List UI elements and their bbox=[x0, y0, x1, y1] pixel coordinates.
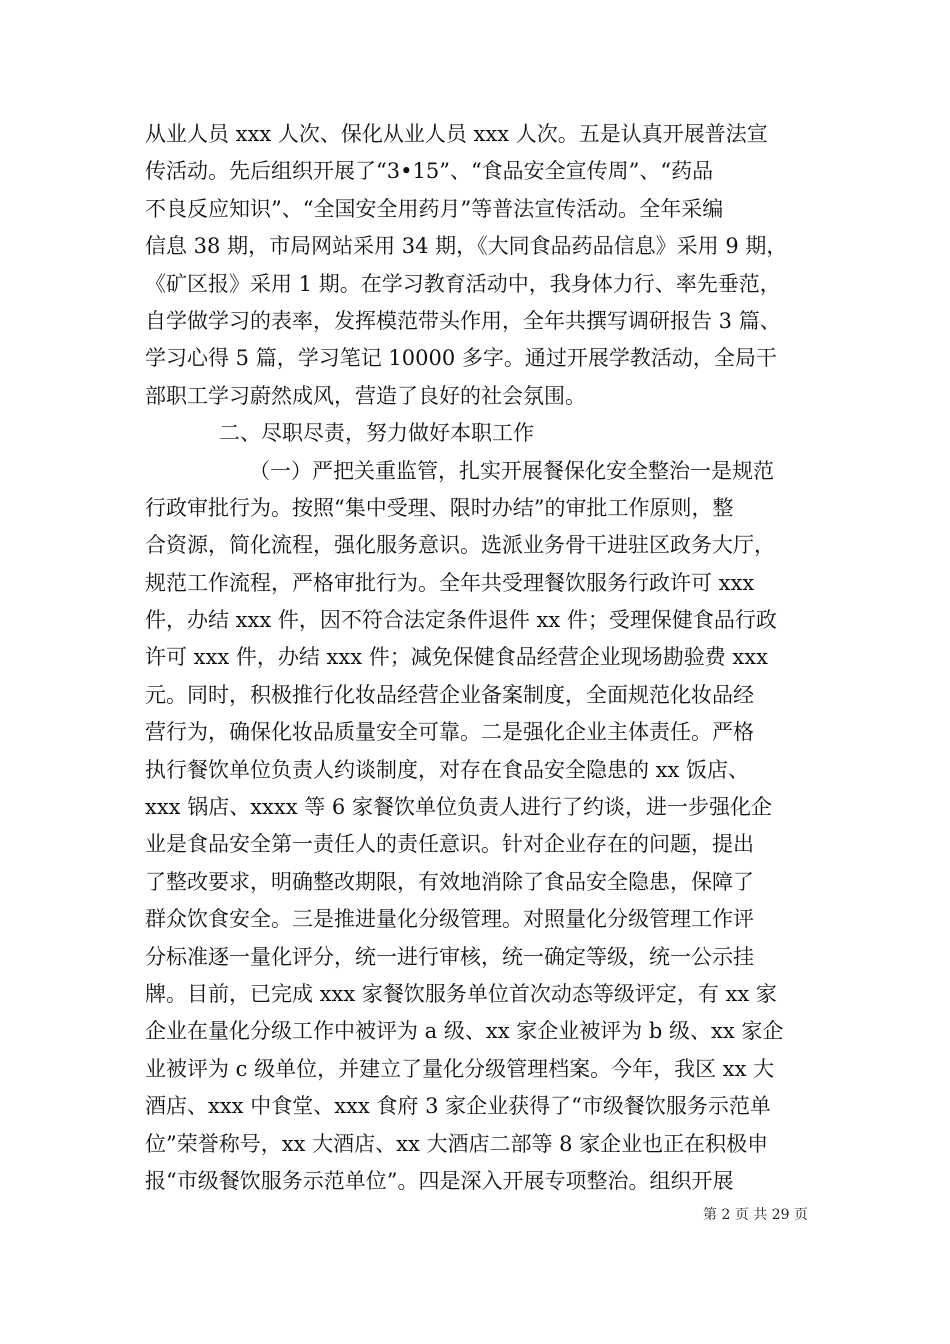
text-line: 部职工学习蔚然成风，营造了良好的社会氛围。 bbox=[145, 383, 586, 408]
subsection-heading-line: （一）严把关重监管，扎实开展餐保化安全整治一是规范 bbox=[249, 458, 774, 483]
text-line: 位”荣誉称号，xx 大酒店、xx 大酒店二部等 8 家企业也正在积极申 bbox=[145, 1131, 769, 1156]
text-line: 规范工作流程，严格审批行为。全年共受理餐饮服务行政许可 xxx bbox=[145, 570, 755, 595]
page-number-footer: 第 2 页 共 29 页 bbox=[703, 1207, 808, 1223]
text-line: 报“市级餐饮服务示范单位”。四是深入开展专项整治。组织开展 bbox=[145, 1168, 734, 1193]
text-line: 分标准逐一量化评分，统一进行审核，统一确定等级，统一公示挂 bbox=[145, 944, 754, 969]
text-line: 元。同时，积极推行化妆品经营企业备案制度，全面规范化妆品经 bbox=[145, 682, 754, 707]
text-line: 行政审批行为。按照“集中受理、限时办结”的审批工作原则，整 bbox=[145, 495, 734, 520]
document-body bbox=[145, 116, 805, 1200]
text-line: 《矿区报》采用 1 期。在学习教育活动中，我身体力行、率先垂范， bbox=[145, 271, 781, 296]
text-line: 牌。目前，已完成 xxx 家餐饮服务单位首次动态等级评定，有 xx 家 bbox=[145, 981, 777, 1006]
text-line: 营行为，确保化妆品质量安全可靠。二是强化企业主体责任。严格 bbox=[145, 720, 754, 745]
text-line: 件，办结 xxx 件，因不符合法定条件退件 xx 件；受理保健食品行政 bbox=[145, 608, 777, 633]
section-heading: 二、尽职尽责，努力做好本职工作 bbox=[219, 421, 534, 446]
text-line: xxx 锅店、xxxx 等 6 家餐饮单位负责人进行了约谈，进一步强化企 bbox=[145, 795, 772, 820]
text-line: 企业在量化分级工作中被评为 a 级、xx 家企业被评为 b 级、xx 家企 bbox=[145, 1019, 784, 1044]
text-line: 信息 38 期，市局网站采用 34 期，《大同食品药品信息》采用 9 期， bbox=[145, 234, 788, 259]
text-line: 业是食品安全第一责任人的责任意识。针对企业存在的问题，提出 bbox=[145, 832, 754, 857]
text-line: 合资源，简化流程，强化服务意识。选派业务骨干进驻区政务大厅， bbox=[145, 533, 775, 558]
text-line: 群众饮食安全。三是推进量化分级管理。对照量化分级管理工作评 bbox=[145, 907, 754, 932]
text-line: 学习心得 5 篇，学习笔记 10000 多字。通过开展学教活动，全局干 bbox=[145, 346, 777, 371]
text-line: 了整改要求，明确整改期限，有效地消除了食品安全隐患，保障了 bbox=[145, 869, 754, 894]
text-line: 酒店、xxx 中食堂、xxx 食府 3 家企业获得了“市级餐饮服务示范单 bbox=[145, 1094, 771, 1119]
text-line: 自学做学习的表率，发挥模范带头作用，全年共撰写调研报告 3 篇、 bbox=[145, 308, 781, 333]
text-line: 业被评为 c 级单位，并建立了量化分级管理档案。今年，我区 xx 大 bbox=[145, 1056, 775, 1081]
text-line: 传活动。先后组织开展了“3•15”、“食品安全宣传周”、“药品 bbox=[145, 159, 714, 184]
text-line: 许可 xxx 件，办结 xxx 件；减免保健食品经营企业现场勘验费 xxx bbox=[145, 645, 768, 670]
text-line: 从业人员 xxx 人次、保化从业人员 xxx 人次。五是认真开展普法宣 bbox=[145, 122, 768, 146]
text-line: 不良反应知识”、“全国安全用药月”等普法宣传活动。全年采编 bbox=[145, 196, 724, 221]
text-line: 执行餐饮单位负责人约谈制度，对存在食品安全隐患的 xx 饭店、 bbox=[145, 757, 750, 782]
